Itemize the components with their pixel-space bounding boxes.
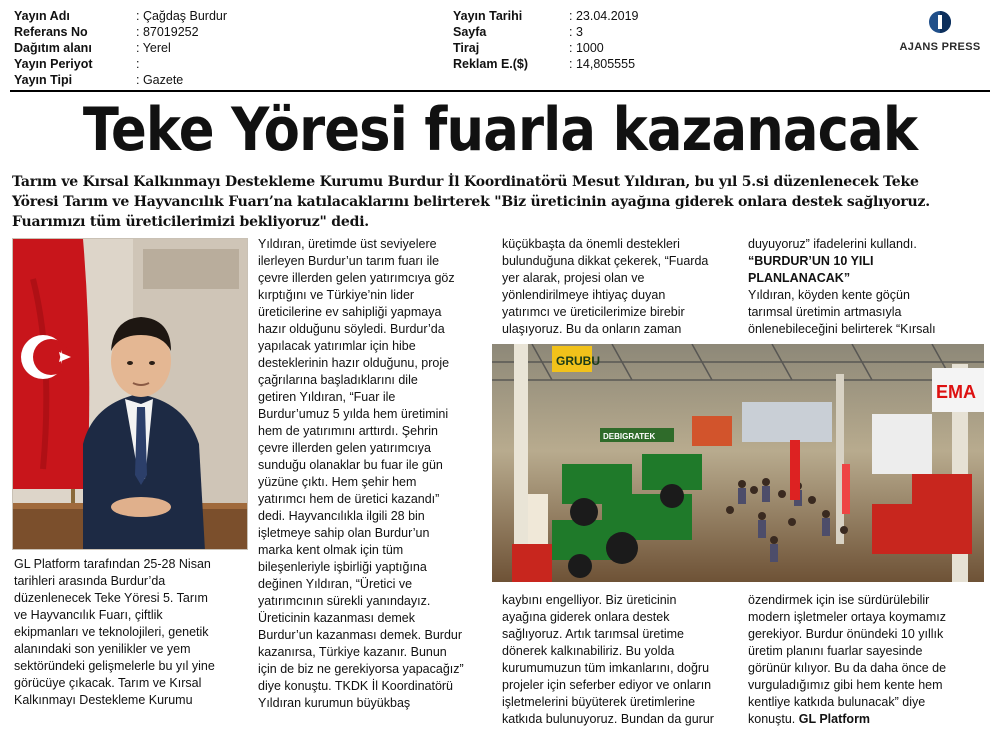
body-line: alanındaki son yenilikler ve yem [14,642,191,656]
body-line: dedi. Hayvancılıkla ilgili 28 bin [258,509,425,523]
body-line: dönerek kalkınabiliriz. Bu yolda [502,644,675,658]
meta-label: Dağıtım alanı [14,41,92,55]
body-line: projeler için seferber ediyor ve onların [502,678,712,692]
portrait-photo [12,238,248,550]
meta-label: Reklam E.($) [453,57,529,71]
body-line: vurguladığımız gibi hem kente hem [748,678,943,692]
body-line: yönlendirilmeye ihtiyaç duyan [502,288,666,302]
body-line: hazır olduğunu söyledi. Burdur’da [258,322,445,336]
body-line: özendirmek için ise sürdürülebilir [748,593,930,607]
fair-illustration [492,344,984,582]
body-line: çevre illerden gelen yatırımcıya göz [258,271,455,285]
meta-row [14,72,227,88]
meta-row [14,8,227,24]
body-column-2 [258,236,464,712]
meta-row [14,56,227,72]
meta-row [453,24,639,40]
spot-line: Tarım ve Kırsal Kalkınmayı Destekleme Kurumu Burdur İl Koordinatörü Mesut Yıldıran, bu yıl 5.si düzenlenecek Teke [12,174,919,190]
meta-value: : 3 [569,25,583,39]
body-line: üretim planını fuarlar sayesinde [748,644,923,658]
body-line: Yıldıran, köyden kente göçün [748,288,910,302]
body-line: Burdur’umuz 5 yılda hem üretimini [258,407,449,421]
body-line: diye konuştu. TKDK İl Koordinatörü [258,679,454,693]
meta-label: Referans No [14,25,88,39]
body-line: küçükbaşta da önemli destekleri [502,237,680,251]
body-line: tarihleri arasında Burdur’da [14,574,166,588]
fair-sign-mid: DEBIGRATEK [603,432,656,441]
body-line: desteklerinin hazır olduğunu, proje [258,356,450,370]
meta-label: Yayın Tarihi [453,9,523,23]
body-line: ulaşıyoruz. Bu da onların zaman [502,322,682,336]
body-line: işletmelerini büyüterek üretimlerine [502,695,696,709]
body-line: çağrılarına başladıklarını dile [258,373,418,387]
body-line: modern işletmeler ortaya koymamız [748,610,946,624]
body-line: çevre illerden gelen yatırımcıya [258,441,431,455]
body-column-4-bottom [748,592,946,728]
publication-meta-left [14,8,227,88]
section-subhead: PLANLANACAK” [748,271,851,285]
body-line: düzenlenecek Teke Yöresi 5. Tarım [14,591,208,605]
body-line: konuştu. GL Platform [748,712,871,726]
fair-photo [492,344,984,582]
body-line: GL Platform tarafından 25-28 Nisan [14,557,211,571]
body-line: sağlıyoruz. Artık tarımsal üretime [502,627,685,641]
body-line: Yıldıran, üretimde üst seviyelere [258,237,437,251]
body-line: değinen Yıldıran, “Üretici ve [258,577,413,591]
ajans-press-logo-text: AJANS PRESS [899,41,981,53]
meta-label: Yayın Tipi [14,73,73,87]
meta-label: Tiraj [453,41,480,55]
ajans-press-logo-icon [928,10,952,34]
body-column-3-bottom [502,592,714,728]
body-line: görücüye çıkacak. Tarım ve Kırsal [14,676,202,690]
body-line: yatırımcının sürekli yanındayız. [258,594,431,608]
meta-value: : 87019252 [136,25,199,39]
meta-value: : 23.04.2019 [569,9,639,23]
body-line: ve Hayvancılık Fuarı, çiftlik [14,608,163,622]
section-subhead: “BURDUR’UN 10 YILI [748,254,874,268]
body-line: ekipmanları ve teknolojileri, genetik [14,625,209,639]
body-line: duyuyoruz” ifadelerini kullandı. [748,237,917,251]
body-line: ayağına giderek onlara destek [502,610,670,624]
meta-label: Sayfa [453,25,487,39]
body-line: üreticilerine ev sahipliği yapmaya [258,305,442,319]
body-line: getiren Yıldıran, “Fuar ile [258,390,396,404]
meta-row [14,40,227,56]
body-line: işletmeye sahip olan Burdur’un [258,526,430,540]
body-line: Yıldıran kurumun büyükbaş [258,696,411,710]
body-column-1 [14,556,215,709]
ajans-press-logo [892,10,988,53]
body-line: bileşenleriyle işbirliği yaptığına [258,560,427,574]
body-line: yapılacak yatırımlar için hibe [258,339,416,353]
body-line: yatırımcı hem de üretici kazandı” [258,492,440,506]
body-line: yer alarak, projesi olan ve [502,271,645,285]
article-spot [12,172,988,232]
body-line: yatırımcı ve üreticilerimize birebir [502,305,685,319]
body-line: kurumumuzun tüm imkanlarını, doğru [502,661,710,675]
fair-sign-left: GRUBU [556,354,600,368]
body-line: kaybını engelliyor. Biz üreticinin [502,593,677,607]
body-line: sunduğu olanaklar bu fuar ile gün [258,458,443,472]
spot-line: Fuarımızı tüm üreticilerimizi bekliyoruz" dedi. [12,214,369,230]
body-line: kırptığını ve Türkiye’nin lider [258,288,415,302]
meta-value: : 1000 [569,41,604,55]
publication-meta-right [453,8,639,72]
body-line: sektöründeki gelişmelerle bu yıl yine [14,659,215,673]
body-line: gerekiyor. Burdur önündeki 10 yıllık [748,627,944,641]
meta-value: : [136,57,140,71]
body-line: Üreticinin kazanması demek [258,611,416,625]
meta-value: : 14,805555 [569,57,636,71]
meta-label: Yayın Adı [14,9,70,23]
body-line: bulunduğuna dikkat çekerek, “Fuarda [502,254,709,268]
signature: GL Platform [798,712,871,726]
meta-row [453,40,639,56]
meta-value: : Yerel [136,41,171,55]
fair-sign-right: EMA [936,382,976,402]
body-line: katkıda bulunuyoruz. Bundan da gurur [502,712,714,726]
meta-value: : Gazete [136,73,184,87]
body-line: kazanırsa, Türkiye kazanır. Bunun [258,645,447,659]
portrait-illustration [13,239,248,550]
body-line: ilerleyen Burdur’un tarım fuarı ile [258,254,440,268]
article-headline [0,92,1000,168]
body-line: önlenebileceğini belirterek “Kırsalı [748,322,936,336]
meta-value: : Çağdaş Burdur [136,9,228,23]
body-line: hem de yatırımını arttırdı. Şehrin [258,424,438,438]
meta-row [14,24,227,40]
meta-label: Yayın Periyot [14,57,93,71]
body-line: için de biz ne gerekiyorsa yapacağız” [258,662,464,676]
body-line: kentliye katkıda bulunacak” diye [748,695,926,709]
body-column-4-top [748,236,936,338]
spot-line: Yöresi Tarım ve Hayvancılık Fuarı’na katılacaklarını belirterek "Biz üreticinin ayağına giderek onlara destek sağlıyoruz. [12,194,930,210]
body-line: yüzüne çıktı. Hem şehir hem [258,475,417,489]
body-line: tarımsal üretimin artmasıyla [748,305,902,319]
body-column-3-top [502,236,708,338]
body-line: Kalkınmayı Destekleme Kurumu [14,693,193,707]
body-line: marka kent olmak için tüm [258,543,404,557]
headline-text: Teke Yöresi fuarla kazanacak [82,95,918,165]
meta-row [453,8,639,24]
meta-row [453,56,639,72]
body-line: görünür kılıyor. Bu da daha önce de [748,661,947,675]
body-line: Burdur’un kazanması demek. Burdur [258,628,463,642]
